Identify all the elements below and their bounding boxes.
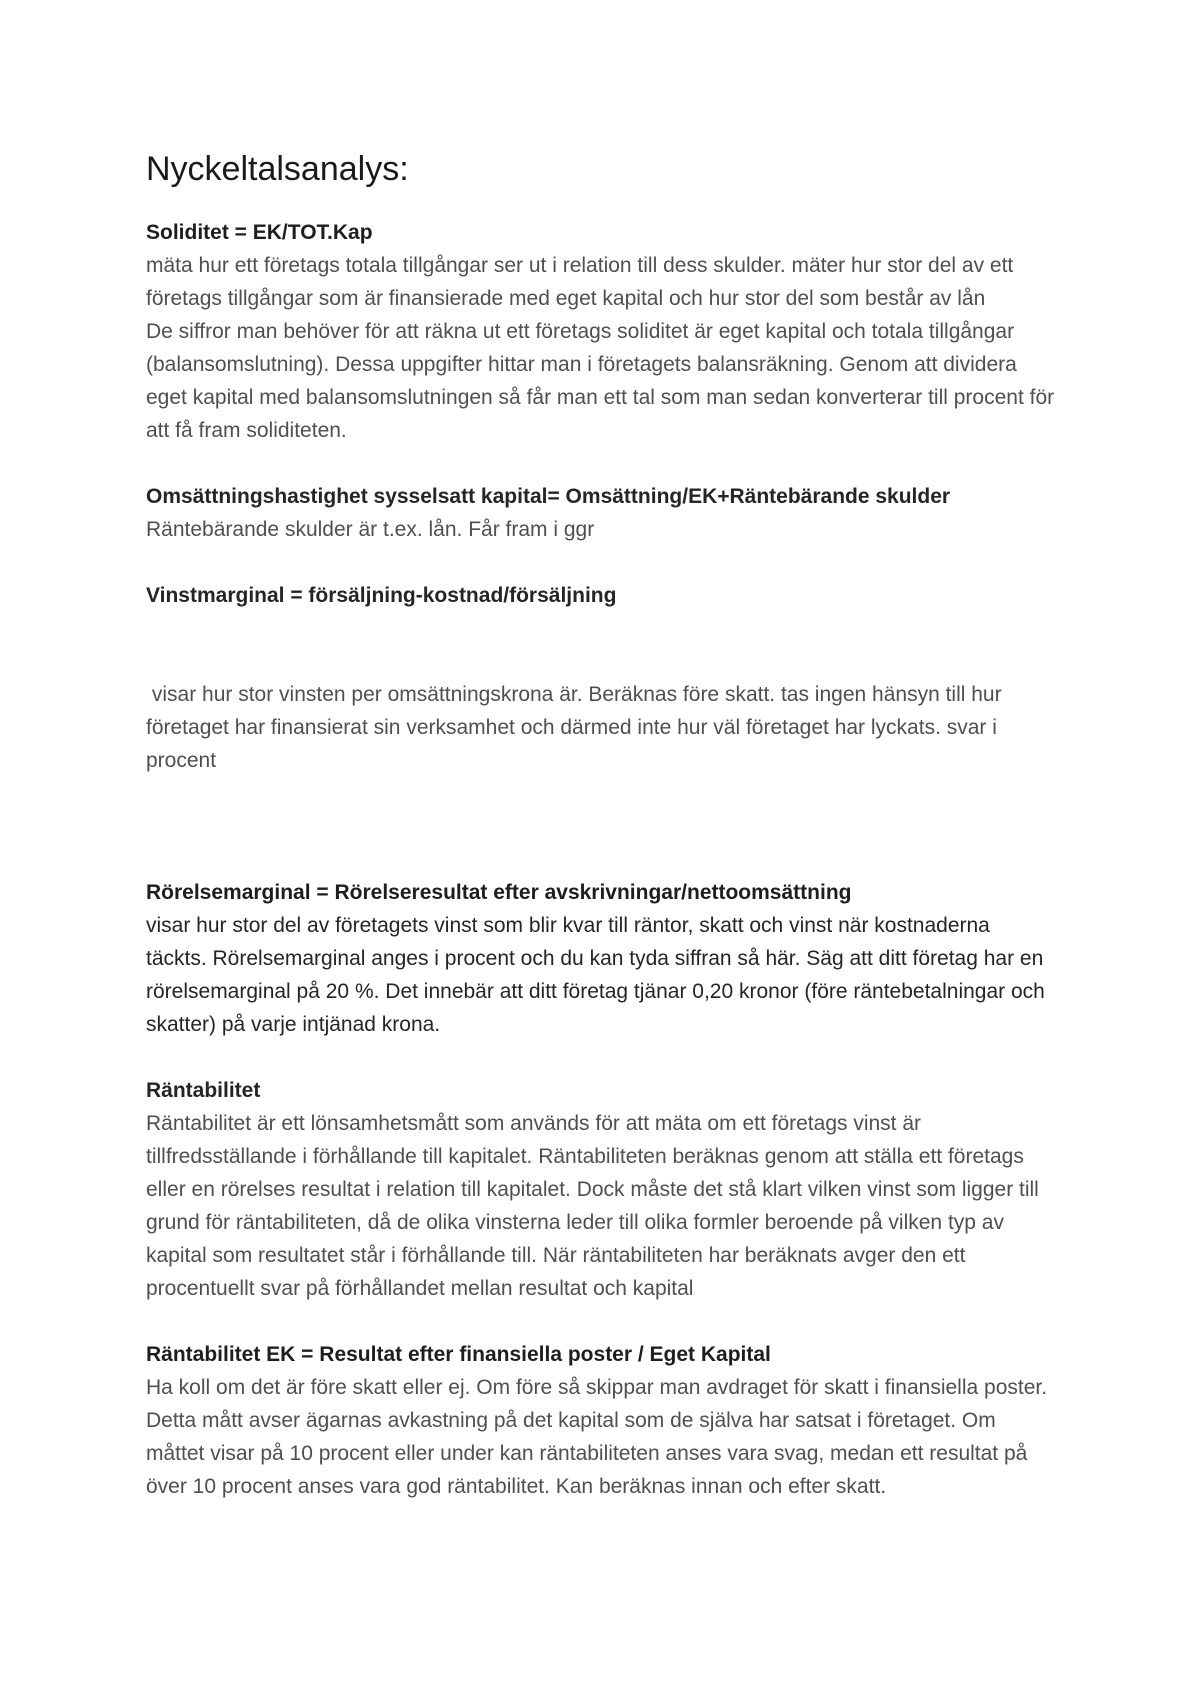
section-paragraph: visar hur stor del av företagets vinst som blir kvar till räntor, skatt och vinst när kostnaderna täckts. Rörelsemarginal anges i procent och du kan tyda siffran så här. Säg att ditt företag har en rörelsemarginal på 20 %. Det innebär att ditt företag tjänar 0,20 kronor (före räntebetalningar och skatter) på varje intjänad krona. (146, 914, 1045, 1036)
document-title: Nyckeltalsanalys: (146, 150, 409, 188)
section-vinstmarginal (146, 579, 1056, 843)
section-heading: Räntabilitet (146, 1079, 261, 1102)
section-paragraph: Ha koll om det är före skatt eller ej. Om före så skippar man avdraget för skatt i finansiella poster. Detta mått avser ägarnas avkastning på det kapital som de själva har satsat i företaget. Om måttet visar på 10 procent eller under kan räntabiliteten anses vara svag, medan ett resultat på över 10 procent anses vara god räntabilitet. Kan beräknas innan och efter skatt. (146, 1376, 1048, 1498)
section-heading: Soliditet = EK/TOT.Kap (146, 221, 373, 244)
document-content (146, 148, 1056, 1536)
section-rantabilitet (146, 1074, 1056, 1305)
section-heading: Omsättningshastighet sysselsatt kapital= Omsättning/EK+Räntebärande skulder (146, 485, 951, 508)
section-paragraph: mäta hur ett företags totala tillgångar ser ut i relation till dess skulder. mäter hur stor del av ett företags tillgångar som är finansierade med eget kapital och hur stor del som består av lån (146, 254, 1014, 310)
section-body (146, 513, 1056, 546)
section-rantabilitet-ek (146, 1338, 1056, 1503)
section-paragraph: visar hur stor vinsten per omsättningskrona är. Beräknas före skatt. tas ingen hänsyn till hur företaget har finansierat sin verksamhet och därmed inte hur väl företaget har lyckats. svar i procent (146, 683, 1008, 772)
section-paragraph: Räntabilitet är ett lönsamhetsmått som används för att mäta om ett företags vinst är tillfredsställande i förhållande till kapitalet. Räntabiliteten beräknas genom att ställa ett företags eller en rörelses resultat i relation till kapitalet. Dock måste det stå klart vilken vinst som ligger till grund för räntabiliteten, då de olika vinsterna leder till olika formler beroende på vilken typ av kapital som resultatet står i förhållande till. När räntabiliteten har beräknats avger den ett procentuellt svar på förhållandet mellan resultat och kapital (146, 1112, 1039, 1300)
section-paragraph: Räntebärande skulder är t.ex. lån. Får fram i ggr (146, 518, 595, 541)
section-body (146, 909, 1056, 1041)
section-body (146, 612, 1056, 843)
section-paragraph: De siffror man behöver för att räkna ut ett företags soliditet är eget kapital och totala tillgångar (balansomslutning). Dessa uppgifter hittar man i företagets balansräkning. Genom att dividera eget kapital med balansomslutningen så får man ett tal som man sedan konverterar till procent för att få fram soliditeten. (146, 320, 1055, 442)
section-heading: Räntabilitet EK = Resultat efter finansiella poster / Eget Kapital (146, 1343, 771, 1366)
section-heading: Rörelsemarginal = Rörelseresultat efter avskrivningar/nettoomsättning (146, 881, 852, 904)
section-body (146, 1107, 1056, 1305)
section-heading: Vinstmarginal = försäljning-kostnad/försäljning (146, 584, 617, 607)
section-rorelsemarginal (146, 876, 1056, 1041)
section-body (146, 249, 1056, 447)
section-omsattningshastighet (146, 480, 1056, 546)
section-soliditet (146, 216, 1056, 447)
section-body (146, 1371, 1056, 1503)
